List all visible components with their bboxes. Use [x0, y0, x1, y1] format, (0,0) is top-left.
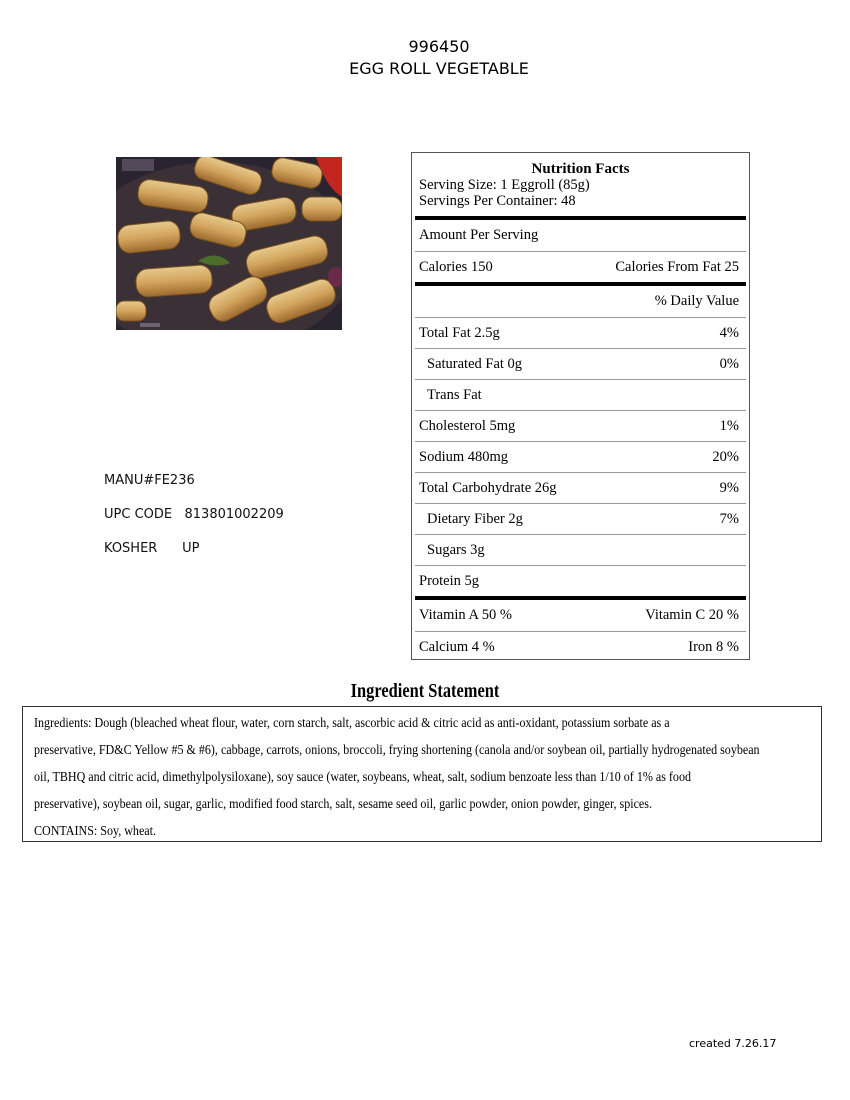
- upc-label: UPC CODE: [104, 507, 173, 522]
- nutrition-title: Nutrition Facts: [531, 161, 630, 177]
- calories: Calories 150: [419, 258, 493, 275]
- nutrient-row: [415, 472, 746, 503]
- kosher-value: UP: [182, 541, 200, 556]
- iron: Iron 8 %: [688, 638, 739, 655]
- nutrient-value: 0%: [719, 355, 739, 372]
- amount-per-serving: Amount Per Serving: [419, 227, 539, 243]
- nutrient-row: [415, 379, 746, 410]
- manufacturer-number: MANU#FE236: [104, 473, 195, 488]
- contains-line: CONTAINS: Soy, wheat.: [34, 824, 156, 839]
- product-name: EGG ROLL VEGETABLE: [349, 59, 529, 78]
- ingredient-line: preservative), soybean oil, sugar, garlic, modified food starch, salt, sesame seed oil, garlic powder, onion powder, ginger, spices.: [34, 797, 652, 812]
- product-header: [0, 36, 850, 80]
- kosher-label: KOSHER: [104, 541, 158, 556]
- amount-per-serving-row: [415, 220, 746, 251]
- calcium: Calcium 4 %: [419, 638, 495, 655]
- calories-row: [415, 251, 746, 282]
- nutrition-facts-panel: [411, 152, 750, 660]
- product-codes: [104, 473, 284, 575]
- serving-size: Serving Size: 1 Eggroll (85g): [419, 177, 590, 193]
- product-photo: [116, 157, 342, 330]
- ingredient-statement-box: [22, 706, 822, 842]
- nutrient-row: [415, 410, 746, 441]
- nutrient-value: 9%: [719, 479, 739, 496]
- nutrient-value: 7%: [719, 510, 739, 527]
- calories-from-fat: Calories From Fat 25: [615, 258, 739, 275]
- upc-value: 813801002209: [184, 507, 284, 522]
- vitamin-c: Vitamin C 20 %: [645, 607, 739, 623]
- nutrient-row: [415, 317, 746, 348]
- nutrient-label: Saturated Fat 0g: [427, 355, 523, 372]
- nutrient-value: 4%: [719, 324, 739, 341]
- nutrient-label: Sugars 3g: [427, 541, 485, 558]
- nutrient-row: [415, 503, 746, 534]
- nutrition-header: [412, 153, 749, 216]
- ingredient-statement-title: Ingredient Statement: [350, 680, 500, 702]
- nutrient-row: [415, 534, 746, 565]
- nutrient-row: [415, 565, 746, 596]
- nutrient-row: [415, 441, 746, 472]
- ingredient-line: oil, TBHQ and citric acid, dimethylpolysiloxane), soy sauce (water, soybeans, wheat, salt, sodium benzoate less than 1/10 of 1% as food: [34, 770, 691, 785]
- minerals-row: [415, 631, 746, 662]
- daily-value-header: % Daily Value: [654, 293, 739, 309]
- nutrient-label: Total Carbohydrate 26g: [419, 479, 557, 496]
- vitamins-row: [415, 600, 746, 631]
- upc-code: [104, 507, 284, 541]
- nutrient-label: Cholesterol 5mg: [419, 417, 516, 434]
- kosher-status: [104, 541, 284, 575]
- item-number: 996450: [408, 37, 470, 56]
- ingredient-line: preservative, FD&C Yellow #5 & #6), cabbage, carrots, onions, broccoli, frying shortening (canola and/or soybean oil, partially hydrogenated soybean: [34, 743, 760, 758]
- vitamin-a: Vitamin A 50 %: [419, 607, 512, 623]
- nutrient-label: Dietary Fiber 2g: [427, 510, 523, 527]
- nutrient-label: Total Fat 2.5g: [419, 324, 500, 341]
- created-date: created 7.26.17: [689, 1037, 777, 1050]
- nutrient-value: 20%: [712, 448, 739, 465]
- nutrient-label: Sodium 480mg: [419, 448, 509, 465]
- ingredient-line: Ingredients: Dough (bleached wheat flour, water, corn starch, salt, ascorbic acid & citric acid as anti-oxidant, potassium sorbate as a: [34, 716, 670, 731]
- nutrient-row: [415, 348, 746, 379]
- servings-per-container: Servings Per Container: 48: [419, 193, 576, 209]
- nutrient-value: 1%: [719, 417, 739, 434]
- daily-value-header-row: [415, 286, 746, 317]
- nutrient-label: Trans Fat: [427, 386, 482, 403]
- nutrient-label: Protein 5g: [419, 572, 480, 589]
